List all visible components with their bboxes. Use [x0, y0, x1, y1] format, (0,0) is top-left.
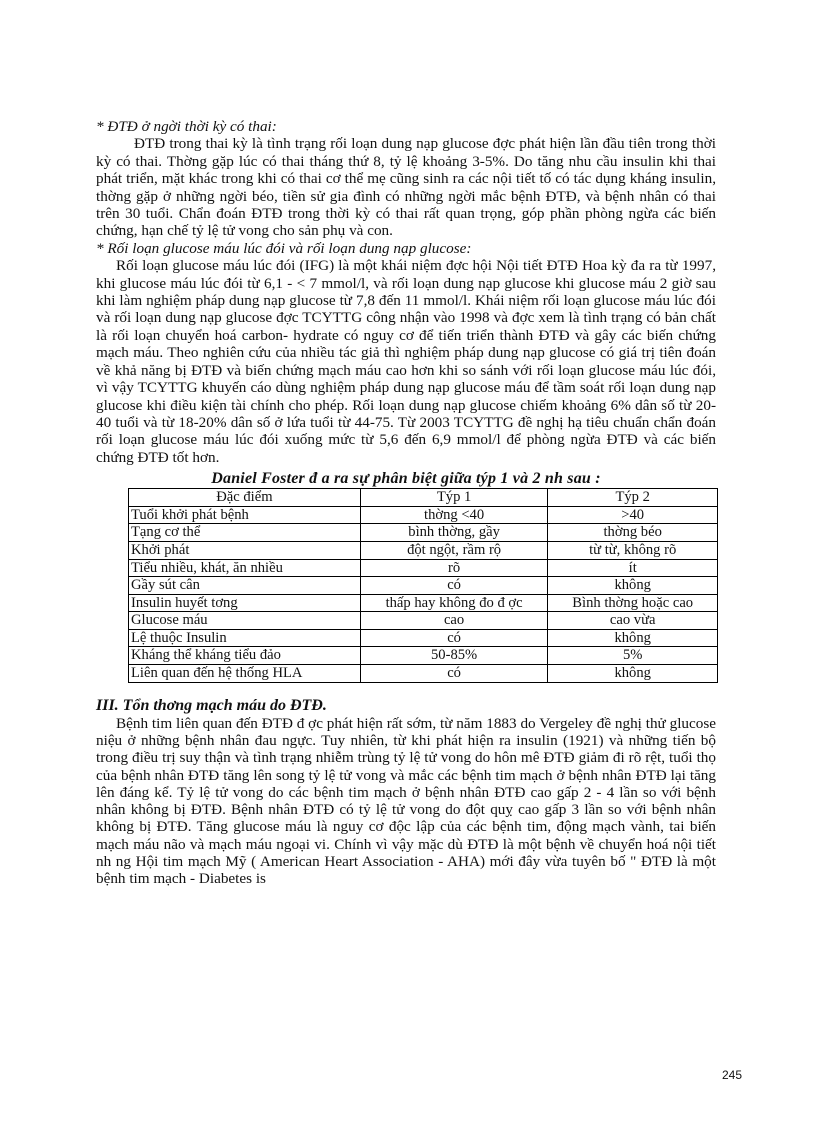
table-cell: cao [360, 612, 548, 630]
section3-body [96, 715, 716, 888]
table-row [129, 612, 718, 630]
table-cell: thấp hay không đo đ ợc [360, 594, 548, 612]
table-cell: Bình thờng hoặc cao [548, 594, 718, 612]
ifg-heading: * Rối loạn glucose máu lúc đói và rối loạn dung nạp glucose: [96, 239, 472, 257]
pregnancy-heading: * ĐTĐ ở ngời thời kỳ có thai: [96, 118, 277, 135]
page-number: 245 [722, 1068, 743, 1082]
table-row [129, 665, 718, 683]
table-cell: Kháng thể kháng tiểu đảo [129, 647, 361, 665]
type-comparison-table [128, 488, 718, 683]
table-cell: >40 [548, 506, 718, 524]
header-type2: Týp 2 [548, 489, 718, 507]
table-cell: Liên quan đến hệ thống HLA [129, 665, 361, 683]
pregnancy-section [96, 118, 716, 240]
section-heading: III. Tổn thơng mạch máu do ĐTĐ. [96, 696, 327, 714]
section3-paragraph: Bệnh tim liên quan đến ĐTĐ đ ợc phát hiện rất sớm, từ năm 1883 do Vergeley đề nghị thử glucose niệu ở những bệnh nhân đau ngực. Tuy nhiên, từ khi phát hiện ra insulin (1921) và những tiến bộ trong điều trị suy thận và tình trạng nhiễm trùng tỷ lệ tử vong do hôn mê ĐTĐ giảm đi rõ rệt, tuổi thọ của bệnh nhân ĐTĐ tăng lên song tỷ lệ tử vong và mắc các bệnh tim mạch ở bệnh nhân ĐTĐ lại tăng lên đáng kể. Tỷ lệ tử vong do các bệnh tim mạch ở bệnh nhân ĐTĐ cao gấp 2 - 4 lần so với bệnh nhân không bị ĐTĐ. Bệnh nhân ĐTĐ có tỷ lệ tử vong do đột quỵ cao gấp 3 lần so với bệnh nhân không bị ĐTĐ. Tăng glucose máu là nguy cơ độc lập của các bệnh tim, động mạch vành, tai biến mạch máu não và mạch máu ngoại vi. Chính vì vậy mặc dù ĐTĐ là một bệnh về chuyển hoá nội tiết nh ng Hội tim mạch Mỹ ( American Heart Association - AHA) mới đây vừa tuyên bố " ĐTĐ là một bệnh tim mạch - Diabetes is [96, 714, 716, 888]
table-row [129, 506, 718, 524]
ifg-paragraph: Rối loạn glucose máu lúc đói (IFG) là một khái niệm đợc hội Nội tiết ĐTĐ Hoa kỳ đa ra từ 1997, khi glucose máu lúc đói từ 6,1 - < 7 mmol/l, và rối loạn dung nạp glucose khi glucose máu 2 giờ sau khi làm nghiệm pháp dung nạp glucose từ 7,8 đến 11 mmol/l. Khái niệm rối loạn glucose máu lúc đói và rối loạn dung nạp glucose đợc TCYTTG công nhận vào 1998 và đợc xem là tình trạng có bản chất là rối loạn chuyển hoá carbon- hydrate có nguy cơ để tiến triển thành ĐTĐ và gây các biến chứng mạch máu. Theo nghiên cứu của nhiều tác giả thì nghiệm pháp dung nạp glucose có giá trị tiên đoán về khả năng bị ĐTĐ và biến chứng mạch máu cao hơn khi so sánh với rối loạn glucose máu lúc đói, vì vậy TCYTTG khuyến cáo dùng nghiệm pháp dung nạp glucose máu để tầm soát rối loạn dung nạp glucose khi điều kiện tài chính cho phép. Rối loạn dung nạp glucose chiếm khoảng 6% dân số từ 20-40 tuổi và từ 18-20% dân số ở lứa tuổi từ 44-75. Từ 2003 TCYTTG đề nghị hạ tiêu chuẩn chẩn đoán rối loạn glucose máu lúc đói xuống mức từ 5,6 đến 6,9 mmol/l để phòng ngừa ĐTĐ và các biến chứng ĐTĐ tốt hơn. [96, 257, 716, 466]
table-cell: đột ngột, rầm rộ [360, 541, 548, 559]
table-cell: Khởi phát [129, 541, 361, 559]
table-header-row [129, 489, 718, 507]
table-cell: có [360, 665, 548, 683]
table-row [129, 647, 718, 665]
table-row [129, 559, 718, 577]
header-feature: Đặc điểm [129, 489, 361, 507]
table-cell: Insulin huyết tơng [129, 594, 361, 612]
table-cell: Tuổi khởi phát bệnh [129, 506, 361, 524]
table-cell: cao vừa [548, 612, 718, 630]
table-row [129, 541, 718, 559]
table-row [129, 629, 718, 647]
table-row [129, 577, 718, 595]
ifg-section [96, 240, 716, 466]
table-cell: thờng béo [548, 524, 718, 542]
pregnancy-paragraph: ĐTĐ trong thai kỳ là tình trạng rối loạn dung nạp glucose đợc phát hiện lần đầu tiên trong thời kỳ có thai. Thờng gặp lúc có thai tháng thứ 8, tỷ lệ khoảng 3-5%. Do tăng nhu cầu insulin khi thai phát triển, mặt khác trong khi có thai cơ thể mẹ cũng sinh ra các nội tiết tố có tác dụng kháng insulin, thờng gặp ở những ngời béo, tiền sử gia đình có những ngời mắc bệnh ĐTĐ, và bệnh nhân có thai trên 30 tuổi. Chẩn đoán ĐTĐ trong thời kỳ có thai rất quan trọng, góp phần phòng ngừa các biến chứng, hạn chế tỷ lệ tử vong cho sản phụ và con. [96, 135, 716, 240]
table-cell: Lệ thuộc Insulin [129, 629, 361, 647]
table-cell: có [360, 629, 548, 647]
table-cell: không [548, 577, 718, 595]
table-cell: rõ [360, 559, 548, 577]
table-cell: có [360, 577, 548, 595]
table-cell: không [548, 665, 718, 683]
table-row [129, 524, 718, 542]
table-cell: thờng <40 [360, 506, 548, 524]
table-row [129, 594, 718, 612]
table-cell: không [548, 629, 718, 647]
table-cell: Tiểu nhiều, khát, ăn nhiều [129, 559, 361, 577]
table-cell: ít [548, 559, 718, 577]
document-body [96, 118, 716, 888]
table-cell: Tạng cơ thể [129, 524, 361, 542]
table-cell: bình thờng, gầy [360, 524, 548, 542]
header-type1: Týp 1 [360, 489, 548, 507]
table-cell: Gầy sút cân [129, 577, 361, 595]
table-cell: 5% [548, 647, 718, 665]
table-cell: từ từ, không rõ [548, 541, 718, 559]
table-cell: Glucose máu [129, 612, 361, 630]
table-cell: 50-85% [360, 647, 548, 665]
table-title: Daniel Foster đ a ra sự phân biệt giữa týp 1 và 2 nh sau : [211, 470, 601, 488]
